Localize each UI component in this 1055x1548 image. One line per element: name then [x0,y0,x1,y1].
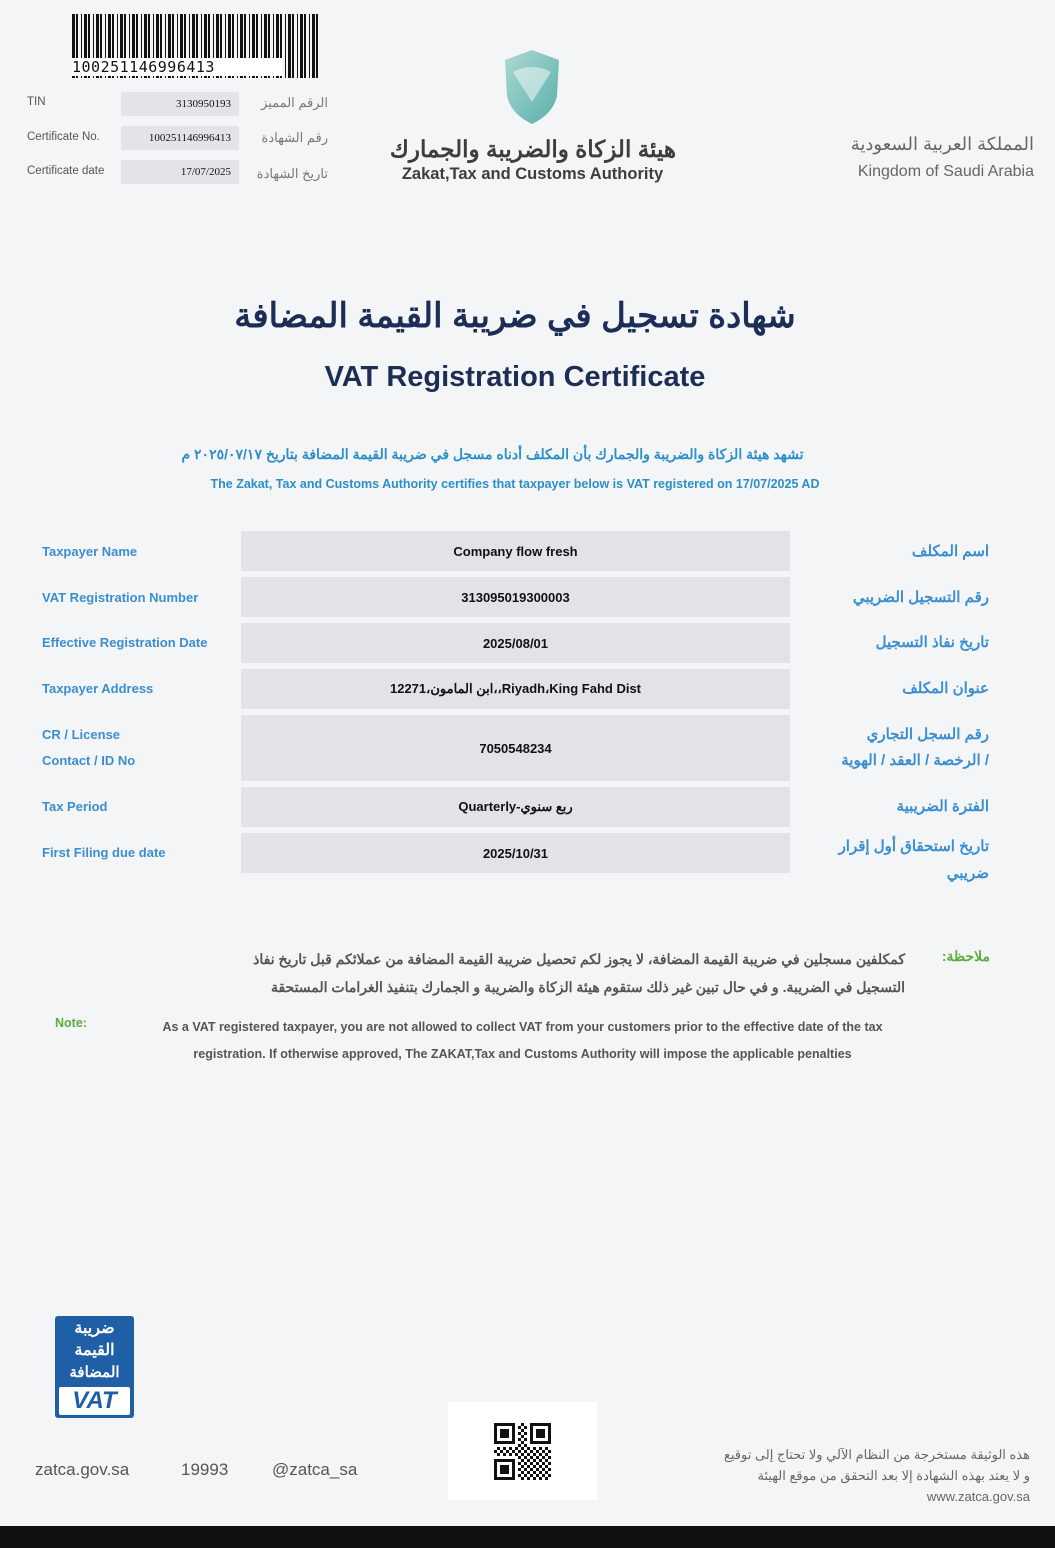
contact-id-label: Contact / ID No [42,753,136,768]
tin-value: 3130950193 [121,92,239,116]
page-title-ar: شهادة تسجيل في ضريبة القيمة المضافة [234,297,796,335]
footer-disclaimer-line2: و لا يعتد بهذه الشهادة إلا بعد التحقق من موقع الهيئة [757,1468,1030,1483]
note-text-ar [160,945,905,1001]
first-filing-value: 2025/10/31 [241,833,790,873]
cr-license-label-ar: رقم السجل التجاري [866,726,989,743]
footer-disclaimer [620,1444,1030,1507]
cr-license-value: 7050548234 [241,715,790,781]
certification-statement-en: The Zakat, Tax and Customs Authority certifies that taxpayer below is VAT registered on 17/07/2025 AD [210,477,820,491]
qr-code-container [448,1402,597,1500]
effective-date-label: Effective Registration Date [42,635,208,650]
zatca-logo-icon [497,48,567,126]
barcode-number: 100251146996413 [72,58,282,76]
kingdom-name-en: Kingdom of Saudi Arabia [857,163,1034,180]
taxpayer-name-value: Company flow fresh [241,531,790,571]
certificate-date-label-ar: تاريخ الشهادة [256,166,328,181]
note-label-en: Note: [55,1016,87,1030]
bottom-bar [0,1526,1055,1548]
vat-logo-line4: VAT [59,1387,130,1415]
note-label-ar: ملاحظة: [941,948,990,964]
note-text-ar-line2: التسجيل في الضريبة. و في حال تبين غير ذلك ستقوم هيئة الزكاة والضريبة و الجمارك بتنفيذ الغرامات المستحقة [270,979,905,995]
page-title-en: VAT Registration Certificate [324,361,706,393]
contact-id-label-ar: / الرخصة / العقد / الهوية [841,752,989,769]
vat-number-label-ar: رقم التسجيل الضريبي [852,589,989,606]
certificate-no-label: Certificate No. [27,131,100,143]
taxpayer-name-label: Taxpayer Name [42,544,138,559]
tin-label: TIN [27,96,46,108]
taxpayer-address-value: 12271،ابن المامون،،Riyadh،King Fahd Dist [241,669,790,709]
footer-disclaimer-line1: هذه الوثيقة مستخرجة من النظام الآلي ولا تحتاج إلى توقيع [723,1447,1030,1462]
vat-number-label: VAT Registration Number [42,590,199,605]
certification-statement-ar: تشهد هيئة الزكاة والضريبة والجمارك بأن المكلف أدناه مسجل في ضريبة القيمة المضافة بتاريخ ٢٠٢٥/٠٧/١٧ م [181,446,804,462]
vat-logo-line2: القيمة [74,1342,115,1359]
authority-name-ar: هيئة الزكاة والضريبة والجمارك [389,136,677,162]
effective-date-value: 2025/08/01 [241,623,790,663]
first-filing-label-ar-2: ضريبي [946,865,989,882]
effective-date-label-ar: تاريخ نفاذ التسجيل [875,634,989,651]
certificate-date-value: 17/07/2025 [121,160,239,184]
qr-code-icon[interactable] [494,1423,551,1480]
certificate-no-value: 100251146996413 [121,126,239,150]
footer-phone: 19993 [181,1460,229,1479]
vat-number-value: 313095019300003 [241,577,790,617]
tax-period-label: Tax Period [42,799,108,814]
taxpayer-address-label-ar: عنوان المكلف [902,680,989,697]
note-text-en [130,1014,915,1068]
certificate-date-label: Certificate date [27,165,105,177]
note-text-en-line1: As a VAT registered taxpayer, you are not allowed to collect VAT from your customers prior to the effective date of the tax [162,1020,883,1034]
vat-logo-line1: ضريبة [74,1320,115,1337]
taxpayer-address-label: Taxpayer Address [42,681,154,696]
authority-name-en: Zakat,Tax and Customs Authority [401,165,664,183]
taxpayer-name-label-ar: اسم المكلف [911,543,989,560]
vat-logo-line3: المضافة [69,1364,120,1381]
tax-period-label-ar: الفترة الضريبية [896,798,989,815]
tax-period-value: Quarterly-ربع سنوي [241,787,790,827]
footer-social-handle[interactable]: @zatca_sa [272,1460,358,1479]
cr-license-label: CR / License [42,727,121,742]
footer-website[interactable]: zatca.gov.sa [35,1460,130,1479]
first-filing-label-ar: تاريخ استحقاق أول إقرار [838,838,989,855]
first-filing-label: First Filing due date [42,845,166,860]
note-text-en-line2: registration. If otherwise approved, The ZAKAT,Tax and Customs Authority will impose the applicable penalties [193,1047,852,1061]
certificate-no-label-ar: رقم الشهادة [261,130,328,145]
kingdom-name-ar: المملكة العربية السعودية [850,134,1034,154]
vat-logo [55,1316,134,1418]
tin-label-ar: الرقم المميز [261,95,328,110]
note-text-ar-line1: كمكلفين مسجلين في ضريبة القيمة المضافة، لا يجوز لكم تحصيل ضريبة القيمة المضافة من عملائكم قبل تاريخ نفاذ [253,951,905,967]
footer-disclaimer-url[interactable]: www.zatca.gov.sa [926,1489,1030,1504]
